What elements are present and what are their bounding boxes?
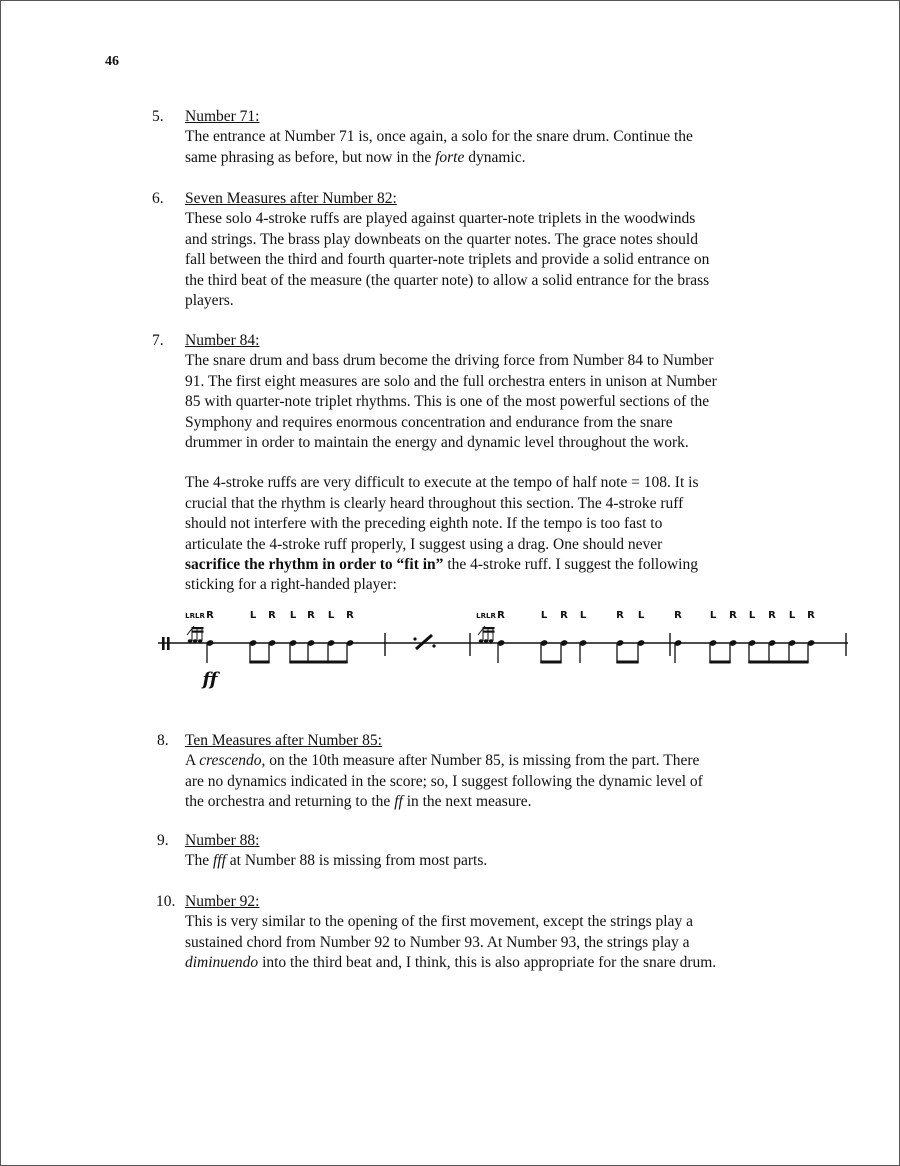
- sticking-label: R: [560, 610, 568, 621]
- item-number: 6.: [152, 190, 164, 207]
- item-6: [152, 189, 802, 311]
- body-line: 91. The first eight measures are solo and the full orchestra enters in unison at Number: [185, 372, 717, 390]
- item-body: [185, 351, 802, 595]
- dynamic-marking: ff: [202, 669, 218, 690]
- body-line: These solo 4-stroke ruffs are played against quarter-note triplets in the woodwinds: [185, 210, 696, 228]
- beam: [709, 661, 730, 664]
- body-line: same phrasing as before, but now in the forte dynamic.: [185, 148, 526, 166]
- body-line: The 4-stroke ruffs are very difficult to execute at the tempo of half note = 108. It is: [185, 474, 699, 492]
- item-heading: Ten Measures after Number 85:: [185, 732, 382, 749]
- sticking-label: R: [768, 610, 776, 621]
- body-line: A crescendo, on the 10th measure after Number 85, is missing from the part. There: [185, 752, 700, 770]
- item-10: [152, 892, 802, 974]
- body-line: Symphony and requires enormous concentration and endurance from the snare: [185, 413, 673, 431]
- sticking-label: R: [729, 610, 737, 621]
- dynamic-term: crescendo: [199, 752, 262, 770]
- item-body: [185, 209, 802, 311]
- repeat-measure-dot: [432, 644, 435, 647]
- dynamic-term: ff: [394, 793, 403, 811]
- body-line: The entrance at Number 71 is, once again, a solo for the snare drum. Continue the: [185, 128, 693, 146]
- body-line: sustained chord from Number 92 to Number 93. At Number 93, the strings play a: [185, 933, 690, 951]
- sticking-label: R: [497, 610, 505, 621]
- sticking-label: L: [579, 610, 587, 621]
- item-7: [152, 331, 802, 596]
- sticking-label: L: [289, 610, 297, 621]
- sticking-label: L: [748, 610, 756, 621]
- sticking-notation-example: [150, 602, 850, 697]
- sticking-label: R: [616, 610, 624, 621]
- body-line: sticking for a right-handed player:: [185, 576, 397, 594]
- sticking-label: R: [206, 610, 214, 621]
- sticking-label: L: [637, 610, 645, 621]
- dynamic-term: diminuendo: [185, 954, 259, 972]
- item-8: [152, 731, 802, 813]
- item-body: [185, 912, 802, 973]
- paragraph: [185, 351, 802, 453]
- dynamic-term: fff: [212, 852, 226, 870]
- grace-beam: [192, 631, 204, 633]
- body-line: sacrifice the rhythm in order to “fit in” the 4-stroke ruff. I suggest the following: [185, 556, 698, 574]
- sticking-label: R: [674, 610, 682, 621]
- body-line: The snare drum and bass drum become the driving force from Number 84 to Number: [185, 352, 714, 370]
- body-line: The fff at Number 88 is missing from most parts.: [185, 852, 488, 870]
- grace-sticking-label: LRLR: [476, 612, 496, 620]
- body-line: should not interfere with the preceding eighth note. If the tempo is too fast to: [185, 515, 663, 533]
- repeat-measure-sign: [416, 635, 432, 649]
- emphasis-phrase: sacrifice the rhythm in order to “fit in”: [185, 556, 444, 574]
- item-5: [152, 107, 802, 168]
- body-line: articulate the 4-stroke ruff properly, I suggest using a drag. One should never: [185, 535, 663, 553]
- item-heading: Number 92:: [185, 893, 260, 910]
- sticking-label: L: [249, 610, 257, 621]
- beam: [289, 661, 347, 664]
- sticking-label: L: [788, 610, 796, 621]
- item-number: 7.: [152, 332, 164, 349]
- item-number: 9.: [157, 832, 169, 849]
- percussion-clef: [162, 637, 165, 650]
- grace-sticking-label: LRLR: [185, 612, 205, 620]
- sticking-label: R: [268, 610, 276, 621]
- body-line: This is very similar to the opening of the first movement, except the strings play a: [185, 913, 693, 931]
- percussion-clef: [167, 637, 170, 650]
- body-line: fall between the third and fourth quarter-note triplets and provide a solid entrance on: [185, 251, 710, 269]
- sticking-label: L: [540, 610, 548, 621]
- notation-staff: [150, 602, 850, 697]
- item-heading: Seven Measures after Number 82:: [185, 190, 397, 207]
- item-heading: Number 88:: [185, 832, 260, 849]
- body-line: and strings. The brass play downbeats on the quarter notes. The grace notes should: [185, 230, 698, 248]
- beam: [616, 661, 638, 664]
- body-line: players.: [185, 292, 234, 310]
- body-line: crucial that the rhythm is clearly heard throughout this section. The 4-stroke ruff: [185, 494, 684, 512]
- item-number: 10.: [156, 893, 176, 910]
- item-heading: Number 71:: [185, 108, 260, 125]
- body-line: diminuendo into the third beat and, I think, this is also appropriate for the snare drum.: [185, 954, 717, 972]
- body-line: drummer in order to maintain the energy and dynamic level throughout the work.: [185, 434, 689, 452]
- sticking-label: L: [709, 610, 717, 621]
- item-body: [185, 127, 802, 168]
- item-body: [185, 751, 802, 812]
- body-line: 85 with quarter-note triplet rhythms. This is one of the most powerful sections of the: [185, 393, 710, 411]
- beam: [748, 661, 808, 664]
- dynamic-term: forte: [435, 148, 465, 166]
- item-body: [185, 851, 802, 871]
- item-heading: Number 84:: [185, 332, 260, 349]
- body-line: are no dynamics indicated in the score; so, I suggest following the dynamic level of: [185, 772, 703, 790]
- sticking-label: L: [327, 610, 335, 621]
- sticking-label: R: [346, 610, 354, 621]
- sticking-label: R: [807, 610, 815, 621]
- sticking-label: R: [307, 610, 315, 621]
- body-line: the third beat of the measure (the quarter note) to allow a solid entrance for the brass: [185, 271, 710, 289]
- repeat-measure-dot: [413, 637, 416, 640]
- body-line: the orchestra and returning to the ff in the next measure.: [185, 793, 532, 811]
- beam: [540, 661, 561, 664]
- item-number: 8.: [157, 732, 169, 749]
- item-9: [152, 831, 802, 872]
- beam: [249, 661, 269, 664]
- item-number: 5.: [152, 108, 164, 125]
- grace-beam: [483, 631, 495, 633]
- paragraph: [185, 473, 802, 595]
- page-number: 46: [105, 54, 119, 69]
